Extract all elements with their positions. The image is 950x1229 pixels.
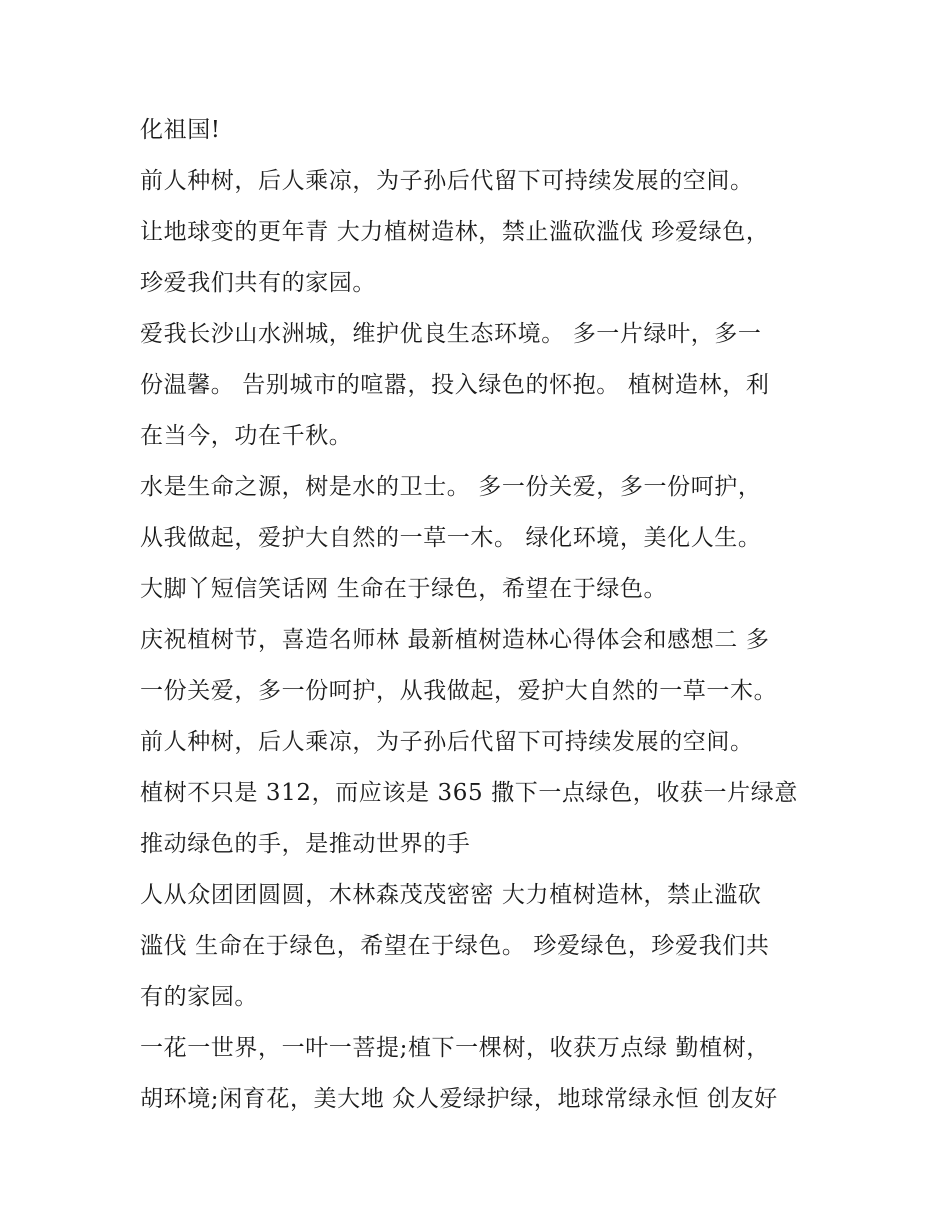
text-line: 前人种树，后人乘凉，为子孙后代留下可持续发展的空间。	[140, 729, 754, 755]
text-line: 人从众团团圆圆，木林森茂茂密密 大力植树造林，禁止滥砍	[140, 882, 762, 908]
text-line: 大脚丫短信笑话网 生命在于绿色，希望在于绿色。	[140, 576, 668, 602]
text-line: 一花一世界，一叶一菩提;植下一棵树，收获万点绿 勤植树，	[140, 1035, 770, 1061]
text-line: 一份关爱，多一份呵护，从我做起，爱护大自然的一草一木。	[140, 678, 778, 704]
text-line: 份温馨。 告别城市的喧嚣，投入绿色的怀抱。 植树造林，利	[140, 372, 770, 398]
text-line: 推动绿色的手，是推动世界的手	[140, 831, 471, 857]
text-line: 滥伐 生命在于绿色，希望在于绿色。 珍爱绿色，珍爱我们共	[140, 933, 770, 959]
text-line: 珍爱我们共有的家园。	[140, 270, 376, 296]
text-line: 爱我长沙山水洲城，维护优良生态环境。 多一片绿叶，多一	[140, 321, 762, 347]
text-line: 水是生命之源，树是水的卫士。 多一份关爱，多一份呵护，	[140, 474, 762, 500]
text-line: 庆祝植树节，喜造名师林 最新植树造林心得体会和感想二 多	[140, 627, 770, 653]
text-line: 前人种树，后人乘凉，为子孙后代留下可持续发展的空间。	[140, 168, 754, 194]
text-line: 植树不只是 312，而应该是 365 撒下一点绿色，收获一片绿意	[140, 780, 798, 806]
document-body	[140, 111, 820, 1131]
text-line: 化祖国!	[140, 117, 221, 143]
text-line: 让地球变的更年青 大力植树造林，禁止滥砍滥伐 珍爱绿色，	[140, 219, 770, 245]
text-line: 有的家园。	[140, 984, 258, 1010]
text-line: 从我做起，爱护大自然的一草一木。 绿化环境，美化人生。	[140, 525, 762, 551]
text-line: 胡环境;闲育花，美大地 众人爱绿护绿，地球常绿永恒 创友好	[140, 1086, 778, 1112]
text-line: 在当今，功在千秋。	[140, 423, 353, 449]
